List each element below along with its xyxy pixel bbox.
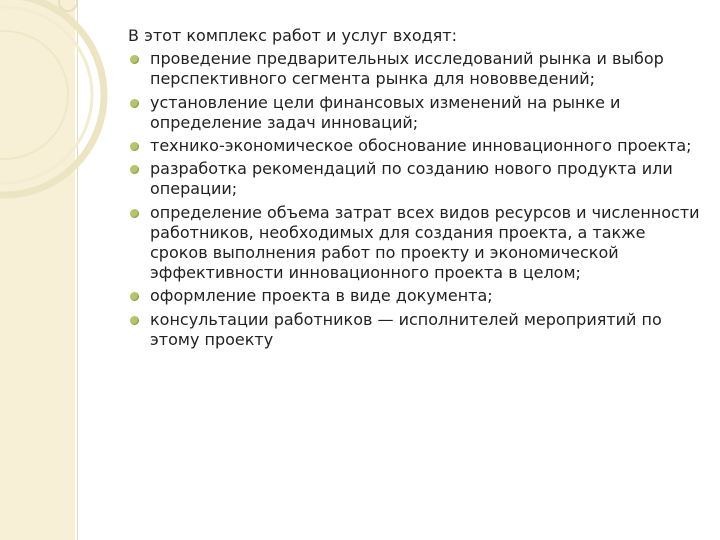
- list-item: [128, 286, 703, 306]
- bullet-list: [128, 49, 703, 350]
- circle-bullet-icon: [130, 142, 139, 151]
- decorative-side-panel: [0, 0, 77, 540]
- list-item-text: определение объема затрат всех видов ресурсов и численности работников, необходимых для создания проекта, а также сроков выполнения работ по проекту и экономической эффективности инновационного проекта в целом;: [150, 202, 700, 283]
- list-item: [128, 49, 703, 89]
- list-item: [128, 203, 703, 284]
- circle-bullet-icon: [130, 292, 139, 301]
- list-item: [128, 93, 703, 133]
- list-item-text: технико-экономическое обоснование инновационного проекта;: [150, 136, 692, 156]
- circle-bullet-icon: [130, 316, 139, 325]
- panel-edge-line: [77, 0, 78, 540]
- circle-bullet-icon: [130, 99, 139, 108]
- list-item: [128, 159, 703, 199]
- circle-bullet-icon: [130, 209, 139, 218]
- slide-intro: В этот комплекс работ и услуг входят:: [128, 26, 458, 45]
- circle-bullet-icon: [130, 55, 139, 64]
- list-item: [128, 136, 703, 156]
- slide-content: [128, 26, 703, 353]
- list-item-text: проведение предварительных исследований рынка и выбор перспективного сегмента рынка для нововведений;: [150, 49, 664, 89]
- circle-bullet-icon: [130, 165, 139, 174]
- list-item-text: консультации работников — исполнителей мероприятий по этому проекту: [150, 309, 662, 349]
- list-item-text: разработка рекомендаций по созданию нового продукта или операции;: [150, 159, 673, 199]
- list-item-text: оформление проекта в виде документа;: [150, 286, 493, 306]
- list-item-text: установление цели финансовых изменений на рынке и определение задач инноваций;: [150, 92, 621, 132]
- list-item: [128, 310, 703, 350]
